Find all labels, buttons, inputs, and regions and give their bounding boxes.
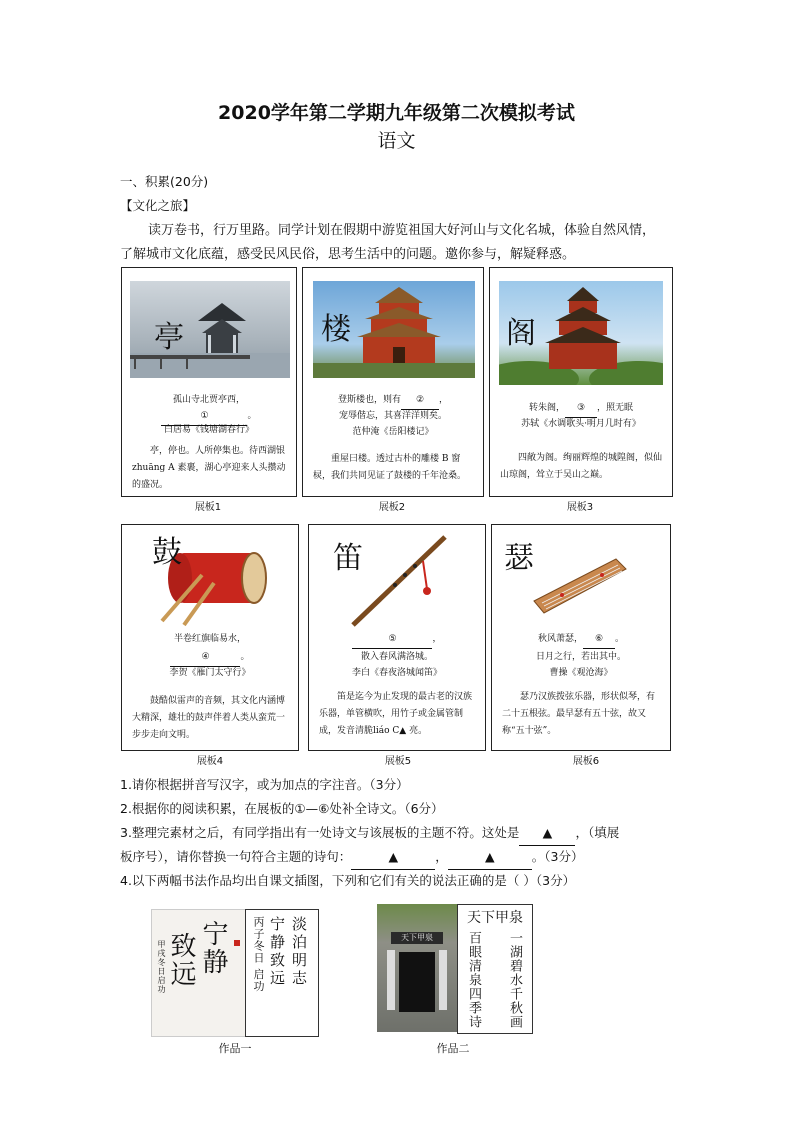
transcription-box-1 xyxy=(245,909,319,1037)
poem-blank: 登斯楼也，则有 ② ， xyxy=(309,392,477,410)
artwork-caption: 作品一 xyxy=(218,1042,252,1055)
plaque: 天下甲泉 xyxy=(391,932,443,944)
panel-6 xyxy=(491,524,671,751)
panel-description: 四敞为阁。绚丽辉煌的城隍阁，似仙山琼阁，耸立于吴山之巅。 xyxy=(500,453,663,480)
poem-source: 白居易《钱塘湖春行》 xyxy=(163,425,254,435)
calligraphy-text: 致远 xyxy=(166,932,196,988)
question-2: 2.根据你的阅读积累，在展板的①—⑥处补全诗文。（6分） xyxy=(120,801,444,816)
poem-blank: 秋风萧瑟， ⑥ 。 xyxy=(498,631,664,649)
panel-char: 瑟 xyxy=(504,541,534,576)
gate-door xyxy=(399,952,435,1012)
question-4: 4.以下两幅书法作品均出自课文插图，下列和它们有关的说法正确的是（ ）（3分） xyxy=(120,873,576,888)
calligraphy-scroll-1 xyxy=(151,909,247,1037)
panel-caption: 展板1 xyxy=(194,502,222,513)
transcription-column: 淡泊明志 xyxy=(290,916,308,988)
poem-line: 半卷红旗临易水， xyxy=(173,634,246,644)
transcription-column: 宁静致远 xyxy=(268,916,286,988)
poem-source: 曹操《观沧海》 xyxy=(549,668,613,678)
answer-blank[interactable]: ▲ xyxy=(519,821,575,846)
poem-source: 苏轼《水调歌头·明月几时有》 xyxy=(521,419,641,429)
panel-caption: 展板6 xyxy=(572,756,600,767)
panel-char: 亭 xyxy=(154,320,184,355)
section-heading: 一、积累(20分) xyxy=(120,174,209,189)
seal-icon xyxy=(234,940,240,946)
panel-caption: 展板3 xyxy=(566,502,594,513)
poem-line: 孤山寺北贾亭西， xyxy=(172,395,245,405)
question-3-line-1: 3.整理完素材之后，有同学指出有一处诗文与该展板的主题不符。这处是 ▲ ，（填展 xyxy=(120,821,619,846)
poem-source: 范仲淹《岳阳楼记》 xyxy=(352,427,434,437)
answer-blank[interactable]: ▲ xyxy=(351,845,435,870)
artwork-caption: 作品二 xyxy=(436,1042,470,1055)
exam-title: 2020学年第二学期九年级第二次模拟考试 xyxy=(218,102,575,124)
poem-line: 宠辱偕忘，其喜洋洋则矣。 xyxy=(338,411,447,421)
poem-blank: ④ 。 xyxy=(128,649,292,667)
transcription-box-2 xyxy=(457,904,533,1034)
poem-source: 李白《春夜洛城闻笛》 xyxy=(351,668,442,678)
section-subheading: 【文化之旅】 xyxy=(120,198,196,213)
question-3-line-2: 板序号），请你替换一句符合主题的诗句： ▲ ， ▲ 。（3分） xyxy=(120,845,583,870)
transcription-column: 百眼清泉四季诗 xyxy=(466,931,481,1029)
answer-blank[interactable]: ▲ xyxy=(448,845,532,870)
transcription-column: 一湖碧水千秋画 xyxy=(507,931,522,1029)
transcription-title: 天下甲泉 xyxy=(467,910,523,926)
couplet-left xyxy=(387,950,395,1010)
intro-line-2: 了解城市文化底蕴，感受民风民俗，思考生活中的问题。邀你参与，解疑释惑。 xyxy=(120,247,576,262)
couplet-right xyxy=(439,950,447,1010)
calligraphy-text: 宁静 xyxy=(198,920,228,976)
panel-description: 亭，停也。人所停集也。待西湖银zhuāng A 素裹，湖心亭迎来人头攒动的盛况。 xyxy=(132,446,286,490)
panel-char: 鼓 xyxy=(152,535,182,570)
spring-gate-photo xyxy=(377,904,457,1032)
panel-caption: 展板2 xyxy=(378,502,406,513)
panel-caption: 展板5 xyxy=(384,756,412,767)
panel-char: 阁 xyxy=(506,316,536,351)
panel-char: 楼 xyxy=(321,312,351,347)
intro-line-1: 读万卷书，行万里路。同学计划在假期中游览祖国大好河山与文化名城，体验自然风情， xyxy=(148,223,656,238)
poem-blank: ① 。 xyxy=(128,408,290,426)
poem-line: 散入春风满洛城。 xyxy=(360,652,433,662)
panel-description: 鼓酷似雷声的音频，其文化内涵博大精深，雄壮的鼓声伴着人类从蛮荒一步步走向文明。 xyxy=(132,696,286,740)
panel-4 xyxy=(121,524,299,751)
poem-blank: ⑤ ， xyxy=(315,631,479,649)
panel-caption: 展板4 xyxy=(196,756,224,767)
panel-description: 笛是迄今为止发现的最古老的汉族乐器，单管横吹，用竹子或金属管制成，发音清脆liáo C▲ 亮。 xyxy=(319,692,473,736)
panel-2 xyxy=(302,267,484,497)
zither-icon xyxy=(532,555,628,619)
poem-line: 日月之行，若出其中。 xyxy=(535,652,626,662)
calligraphy-inscription: 甲戌冬日启功 xyxy=(157,940,166,994)
poem-source: 李贺《雁门太守行》 xyxy=(169,668,251,678)
panel-description: 瑟乃汉族拨弦乐器，形状似琴，有二十五根弦。最早瑟有五十弦，故又称“五十弦”。 xyxy=(502,692,656,736)
panel-3 xyxy=(489,267,673,497)
panel-1 xyxy=(121,267,297,497)
panel-5 xyxy=(308,524,486,751)
transcription-column: 丙子冬日 启功 xyxy=(252,916,265,993)
question-1: 1.请你根据拼音写汉字，或为加点的字注音。（3分） xyxy=(120,777,409,792)
panel-char: 笛 xyxy=(333,541,363,576)
poem-blank: 转朱阁， ③ ，照无眠 xyxy=(496,400,666,418)
se-instrument-photo xyxy=(532,555,628,619)
panel-description: 重屋曰楼。透过古朴的雕楼 B 窗棂，我们共同见证了鼓楼的千年沧桑。 xyxy=(313,454,467,481)
exam-subject: 语文 xyxy=(377,130,416,152)
